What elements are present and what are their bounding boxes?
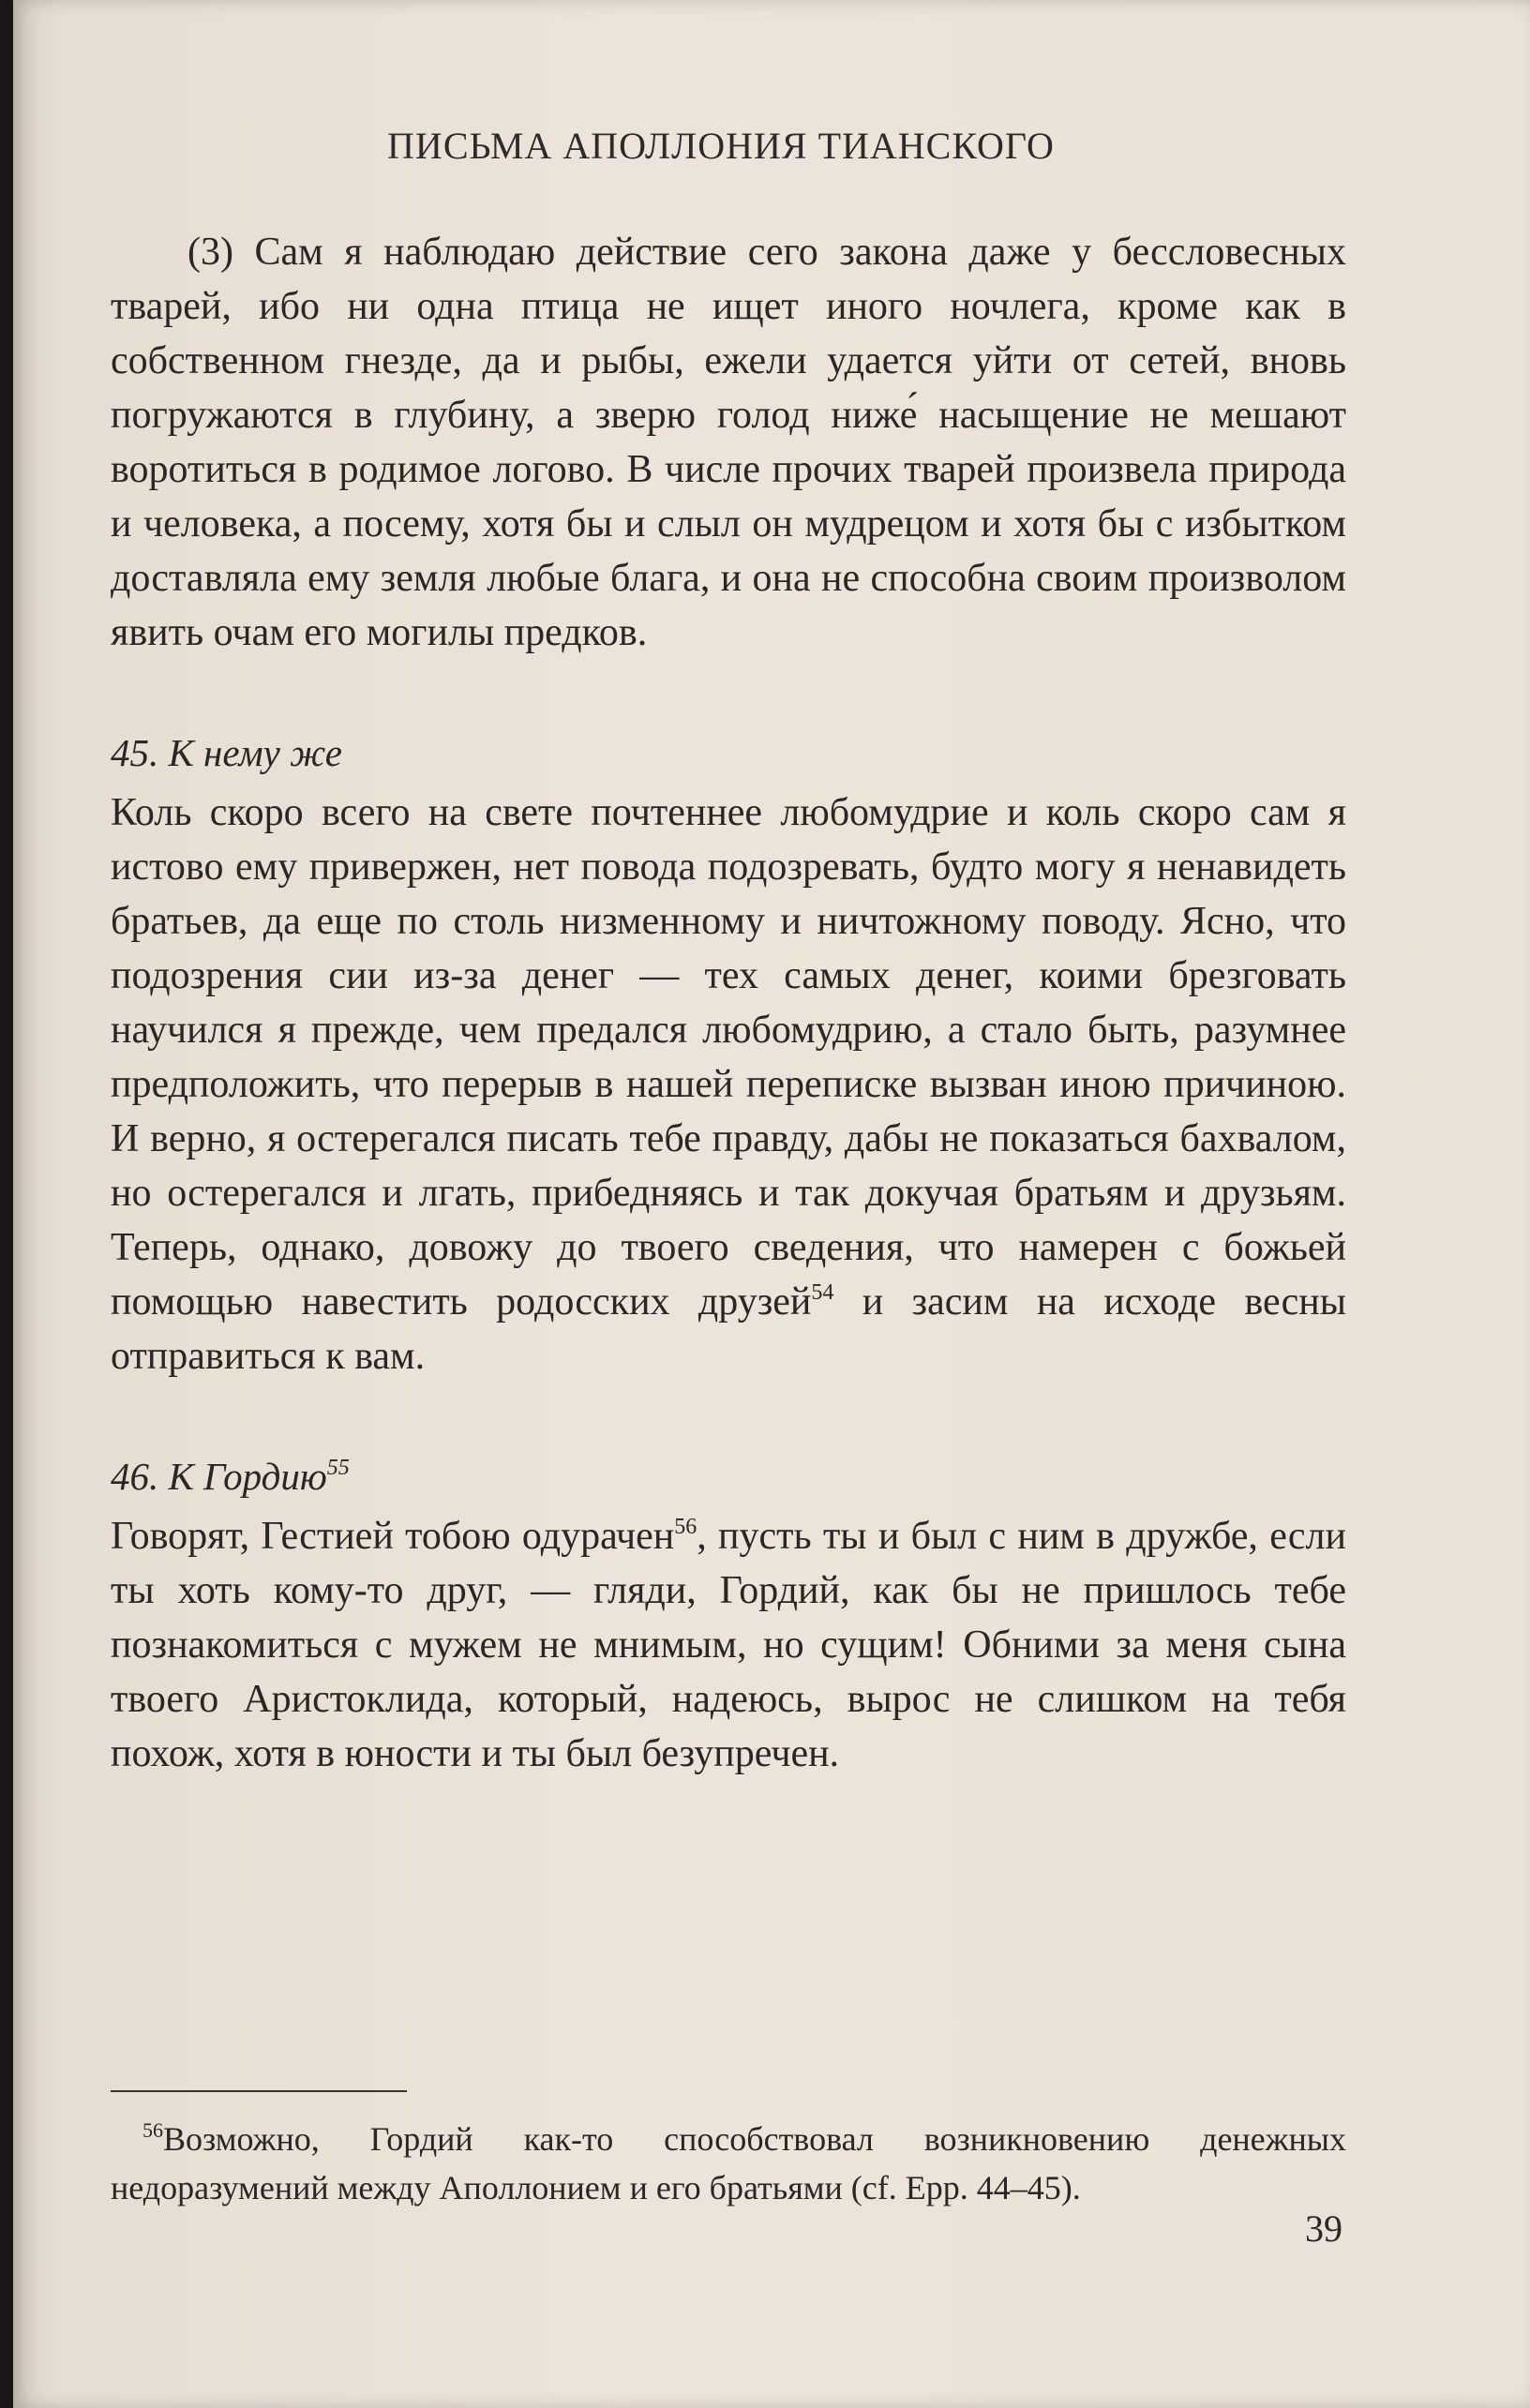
letter-46-body bbox=[111, 1509, 1346, 1781]
letter-46-text-part-2: , пусть ты и был с ним в дружбе, если ты хоть кому-то друг, — гляди, Гордий, как бы не пришлось тебе познакомиться с мужем не мнимым, но сущим! Обними за меня сына твоего Аристоклида, который, надеюсь, вырос не слишком на тебя похож, хотя в юности и ты был безупречен. bbox=[111, 1515, 1346, 1775]
footnote-ref-54[interactable]: 54 bbox=[811, 1280, 834, 1305]
letter-46-heading-text: 46. К Гордию bbox=[111, 1455, 327, 1498]
letter-45-text-part-1: Коль скоро всего на свете почтеннее любомудрие и коль скоро сам я истово ему привержен, нет повода подозревать, будто могу я ненавидеть братьев, да еще по столь низменному и ничтожному поводу. Ясно, что подозрения сии из-за денег — тех самых денег, коими брезговать научился я прежде, чем предался любомудрию, а стало быть, разумнее предположить, что перерыв в нашей переписке вызван иною причиною. И верно, я остерегался писать тебе правду, дабы не показаться бахвалом, но остерегался и лгать, прибедняясь и так докучая братьям и друзьям. Теперь, однако, довожу до твоего сведения, что намерен с божьей помощью навестить родосских друзей bbox=[111, 791, 1346, 1324]
footnote-56 bbox=[111, 2115, 1346, 2212]
letter-46-heading bbox=[111, 1449, 1346, 1503]
paragraph-section-3: (3) Сам я наблюдаю действие сего закона даже у бессловесных тварей, ибо ни одна птица не ищет иного ночлега, кроме как в собственном гнезде, да и рыбы, ежели удается уйти от сетей, вновь погружаются в глубину, а зверю голод ниже́ насыщение не мешают воротиться в родимое логово. В числе прочих тварей произвела природа и человека, а посему, хотя бы и слыл он мудрецом и хотя бы с избытком доставляла ему земля любые блага, и она не способна своим произволом явить очам его могилы предков. bbox=[111, 231, 1346, 654]
footnote-divider bbox=[111, 2090, 407, 2092]
letter-45-text-part-2: и засим на исходе весны отправиться к вам. bbox=[111, 1280, 1346, 1378]
main-text bbox=[111, 225, 1346, 1781]
letter-45-body bbox=[111, 785, 1346, 1383]
running-head: ПИСЬМА АПОЛЛОНИЯ ТИАНСКОГО bbox=[387, 125, 1055, 167]
footnote-ref-56[interactable]: 56 bbox=[674, 1515, 698, 1539]
book-page bbox=[13, 0, 1530, 2408]
footnote-ref-55[interactable]: 55 bbox=[326, 1456, 350, 1480]
letter-45-heading: 45. К нему же bbox=[111, 731, 342, 774]
letter-46-text-part-1: Говорят, Гестией тобою одурачен bbox=[111, 1515, 675, 1558]
footnote-text: Возможно, Гордий как-то способствовал возникновению денежных недоразумений между Аполлонием и его братьями (cf. Epp. 44–45). bbox=[111, 2120, 1346, 2206]
page-number: 39 bbox=[1305, 2207, 1342, 2250]
footnote-number: 56 bbox=[142, 2118, 163, 2142]
